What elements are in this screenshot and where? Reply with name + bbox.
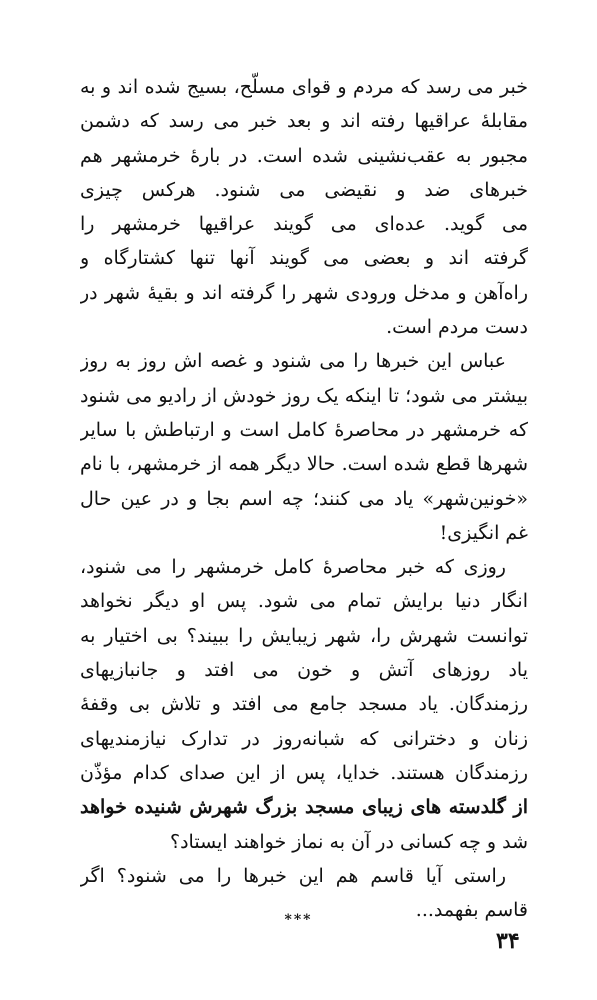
body-text bbox=[80, 70, 528, 927]
text-line: روزی که خبر محاصرهٔ کامل خرمشهر را می شنود، bbox=[80, 556, 506, 579]
text-line: بیشتر می شود؛ تا اینکه یک روز خودش از رادیو می شنود bbox=[80, 384, 528, 407]
text-line: رزمندگان هستند. خدایا، پس از این صدای کدام مؤذّن bbox=[80, 761, 528, 784]
text-line: دست مردم است. bbox=[386, 316, 528, 339]
paragraph-3 bbox=[80, 550, 528, 859]
text-line: مقابلهٔ عراقیها رفته اند و بعد خبر می رسد که دشمن bbox=[80, 110, 528, 133]
text-line: عباس این خبرها را می شنود و غصه اش روز به روز bbox=[80, 350, 506, 373]
text-line: زنان و دخترانی که شبانه‌روز در تدارک نیازمندیهای bbox=[80, 727, 528, 750]
text-line: مجبور به عقب‌نشینی شده است. در بارهٔ خرمشهر هم bbox=[80, 144, 528, 167]
paragraph-2 bbox=[80, 344, 528, 550]
section-separator: *** bbox=[284, 912, 313, 928]
text-line: راستی آیا قاسم هم این خبرها را می شنود؟ اگر bbox=[80, 864, 506, 887]
text-line: گرفته اند و بعضی می گویند آنها تنها کشتارگاه و bbox=[80, 247, 528, 270]
text-line: خبر می رسد که مردم و قوای مسلّح، بسیج شده اند و به bbox=[80, 76, 528, 98]
text-line: که خرمشهر در محاصرهٔ کامل است و ارتباطش با سایر bbox=[80, 418, 528, 441]
text-line: توانست شهرش را، شهر زیبایش را ببیند؟ بی اختیار به bbox=[80, 624, 528, 647]
text-line: غم انگیزی! bbox=[439, 521, 528, 544]
text-line: می گوید. عده‌ای می گویند عراقیها خرمشهر را bbox=[80, 213, 528, 236]
text-line: شد و چه کسانی در آن به نماز خواهند ایستاد؟ bbox=[170, 830, 528, 853]
page-number: ۳۴ bbox=[496, 928, 520, 954]
text-line: قاسم بفهمد... bbox=[415, 899, 528, 922]
paragraph-1 bbox=[80, 70, 528, 344]
text-line: یاد روزهای آتش و خون می افتد و جانبازیهای bbox=[80, 659, 528, 682]
text-line: رزمندگان. یاد مسجد جامع می افتد و تلاش بی وقفهٔ bbox=[80, 693, 528, 716]
text-line: «خونین‌شهر» یاد می کنند؛ چه اسم بجا و در عین حال bbox=[80, 487, 528, 510]
text-line: خبرهای ضد و نقیضی می شنود. هرکس چیزی bbox=[80, 178, 528, 201]
text-line: انگار دنیا برایش تمام می شود. پس او دیگر نخواهد bbox=[80, 590, 528, 613]
text-line: از گلدسته های زیبای مسجد بزرگ شهرش شنیده خواهد bbox=[80, 796, 528, 819]
text-line: راه‌آهن و مدخل ورودی شهر را گرفته اند و بقیهٔ شهر در bbox=[80, 281, 528, 304]
text-line: شهرها قطع شده است. حالا دیگر همه از خرمشهر، با نام bbox=[80, 453, 528, 476]
